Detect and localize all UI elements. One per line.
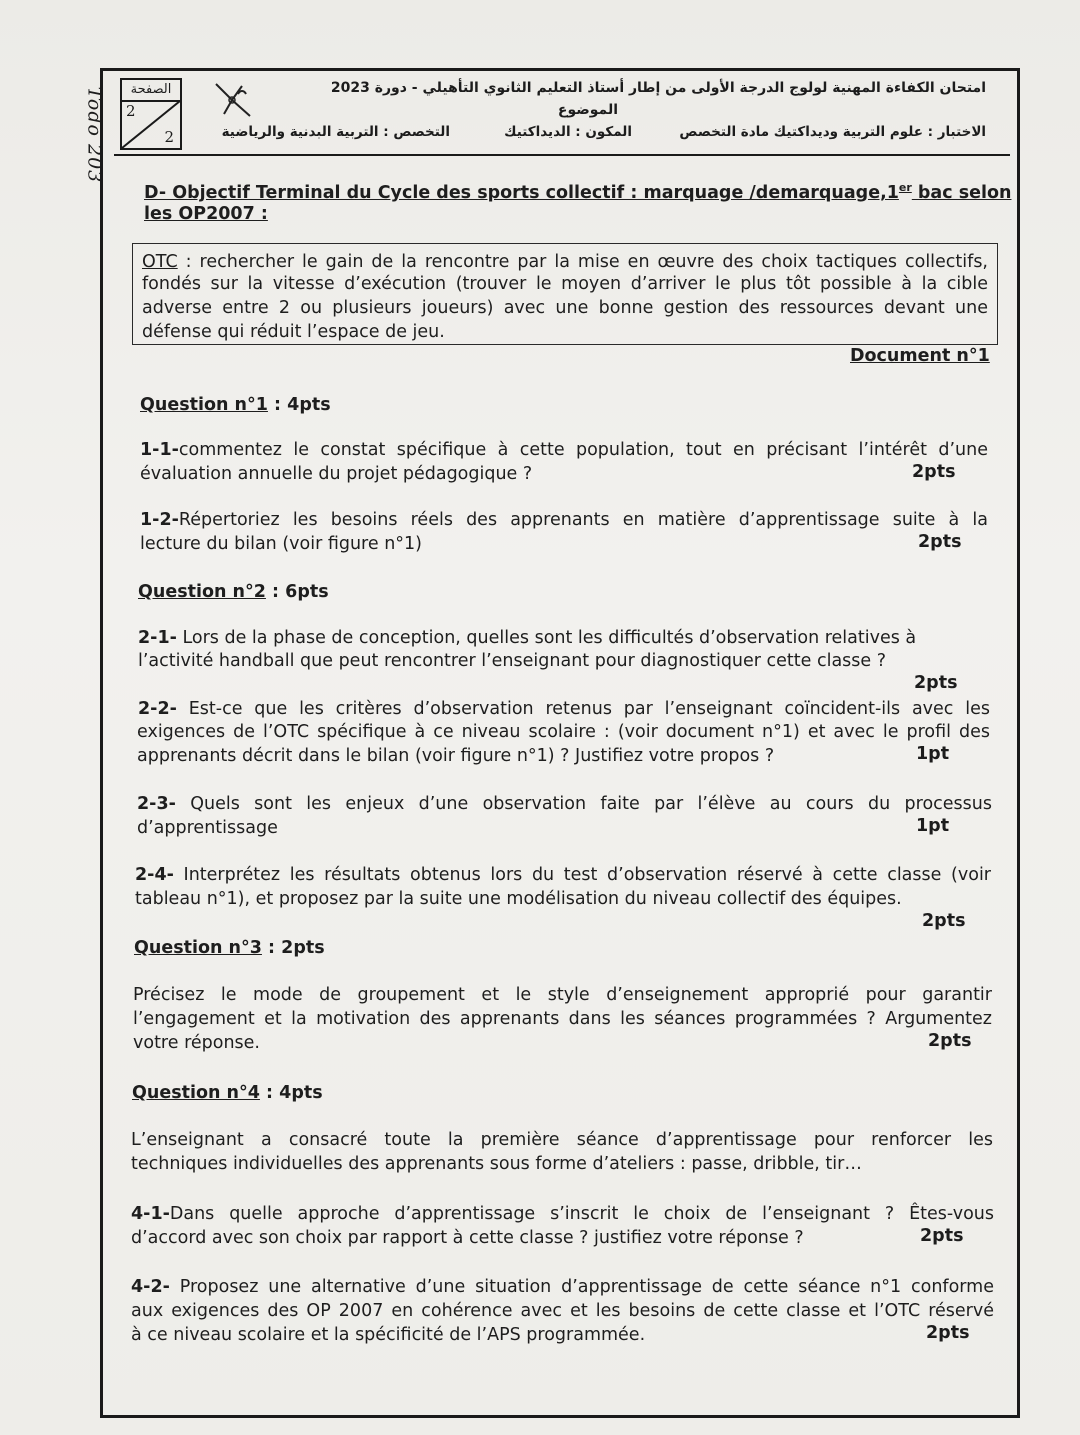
q3-line-2: l’engagement et la motivation des apprenants dans les séances programmées ? Argumentez: [133, 1009, 992, 1029]
page-number: 2: [126, 102, 136, 120]
section-d-subtitle: les OP2007 :: [144, 204, 268, 224]
q2-3-points: 1pt: [916, 816, 950, 836]
q1-1-line-1: 1-1-commentez le constat spécifique à cette population, tout en précisant l’intérêt d’une: [140, 440, 988, 460]
q2-2-line-3: apprenants décrit dans le bilan (voir figure n°1) ? Justifiez votre propos ?: [137, 746, 775, 766]
q2-4-line-1: 2-4- Interprétez les résultats obtenus lors du test d’observation réservé à cette classe (voir: [135, 865, 991, 885]
q4-intro-line-1: L’enseignant a consacré toute la première séance d’apprentissage pour renforcer les: [131, 1130, 993, 1150]
page-total: 2: [164, 128, 174, 146]
q1-2-line-1: 1-2-Répertoriez les besoins réels des apprenants en matière d’apprentissage suite à la: [140, 510, 988, 530]
section-d-title: D- Objectif Terminal du Cycle des sports collectif : marquage /demarquage,1er bac selon: [144, 181, 1012, 203]
page-label: الصفحة: [122, 80, 180, 102]
q3-points: 2pts: [928, 1031, 972, 1051]
q4-1-line-2: d’accord avec son choix par rapport à cette classe ? justifiez votre réponse ?: [131, 1228, 804, 1248]
q2-3-line-2: d’apprentissage: [137, 818, 278, 838]
q4-2-line-3: à ce niveau scolaire et la spécificité de l’APS programmée.: [131, 1325, 646, 1345]
q4-2-line-2: aux exigences des OP 2007 en cohérence avec et les besoins de cette classe et l’OTC réservé: [131, 1301, 994, 1321]
q2-4-line-2: tableau n°1), et proposez par la suite une modélisation du niveau collectif des équipes.: [135, 889, 902, 909]
subject-label: الموضوع: [557, 102, 618, 118]
document-label: Document n°1: [850, 346, 990, 366]
otc-line-4: défense qui réduit l’espace de jeu.: [142, 322, 445, 342]
otc-line-1: OTC : rechercher le gain de la rencontre par la mise en œuvre des choix tactiques collectifs,: [142, 252, 988, 272]
q4-intro-line-2: techniques individuelles des apprenants sous forme d’ateliers : passe, dribble, tir…: [131, 1154, 862, 1174]
ministry-logo-icon: [210, 80, 260, 120]
q4-1-points: 2pts: [920, 1226, 964, 1246]
q2-2-line-2: exigences de l’OTC spécifique à ce niveau scolaire : (voir document n°1) et avec le profil des: [137, 722, 990, 742]
q3-line-3: votre réponse.: [133, 1033, 260, 1053]
q1-2-points: 2pts: [918, 532, 962, 552]
test-name: الاختبار : علوم التربية وديداكتيك مادة التخصص: [679, 124, 986, 140]
q2-2-points: 1pt: [916, 744, 950, 764]
q4-2-points: 2pts: [926, 1323, 970, 1343]
q2-3-line-1: 2-3- Quels sont les enjeux d’une observation faite par l’élève au cours du processus: [137, 794, 992, 814]
q4-2-line-1: 4-2- Proposez une alternative d’une situation d’apprentissage de cette séance n°1 conforme: [131, 1277, 994, 1297]
exam-title: امتحان الكفاءة المهنية لولوج الدرجة الأولى من إطار أستاذ التعليم الثانوي التأهيلي - دورة 2023: [330, 80, 986, 96]
q2-1-line-2: l’activité handball que peut rencontrer l’enseignant pour diagnostiquer cette classe ?: [138, 651, 887, 671]
q2-1-line-1: 2-1- Lors de la phase de conception, quelles sont les difficultés d’observation relatives à: [138, 628, 917, 648]
q2-2-line-1: 2-2- Est-ce que les critères d’observation retenus par l’enseignant coïncident-ils avec les: [138, 699, 990, 719]
q1-1-line-2: évaluation annuelle du projet pédagogique ?: [140, 464, 533, 484]
q2-4-points: 2pts: [922, 911, 966, 931]
question-3-title: Question n°3 : 2pts: [134, 938, 325, 958]
q1-1-points: 2pts: [912, 462, 956, 482]
specialty-name: التخصص : التربية البدنية والرياضية: [221, 124, 450, 140]
otc-line-3: adverse entre 2 ou plusieurs joueurs) avec une bonne gestion des ressources devant une: [142, 298, 988, 318]
q1-2-line-2: lecture du bilan (voir figure n°1): [140, 534, 422, 554]
question-2-title: Question n°2 : 6pts: [138, 582, 329, 602]
q3-line-1: Précisez le mode de groupement et le style d’enseignement approprié pour garantir: [133, 985, 992, 1005]
question-4-title: Question n°4 : 4pts: [132, 1083, 323, 1103]
q4-1-line-1: 4-1-Dans quelle approche d’apprentissage s’inscrit le choix de l’enseignant ? Êtes-vous: [131, 1204, 994, 1224]
page-number-box: [120, 78, 182, 150]
exam-header: [114, 76, 1010, 156]
component-name: المكون : الديداكتيك: [504, 124, 632, 140]
question-1-title: Question n°1 : 4pts: [140, 395, 331, 415]
handwritten-note: Todo 203: [83, 86, 106, 184]
q2-1-points: 2pts: [914, 673, 958, 693]
otc-line-2: fondés sur la vitesse d’exécution (trouver le moyen d’arriver le plus tôt possible à la cible: [142, 274, 988, 294]
